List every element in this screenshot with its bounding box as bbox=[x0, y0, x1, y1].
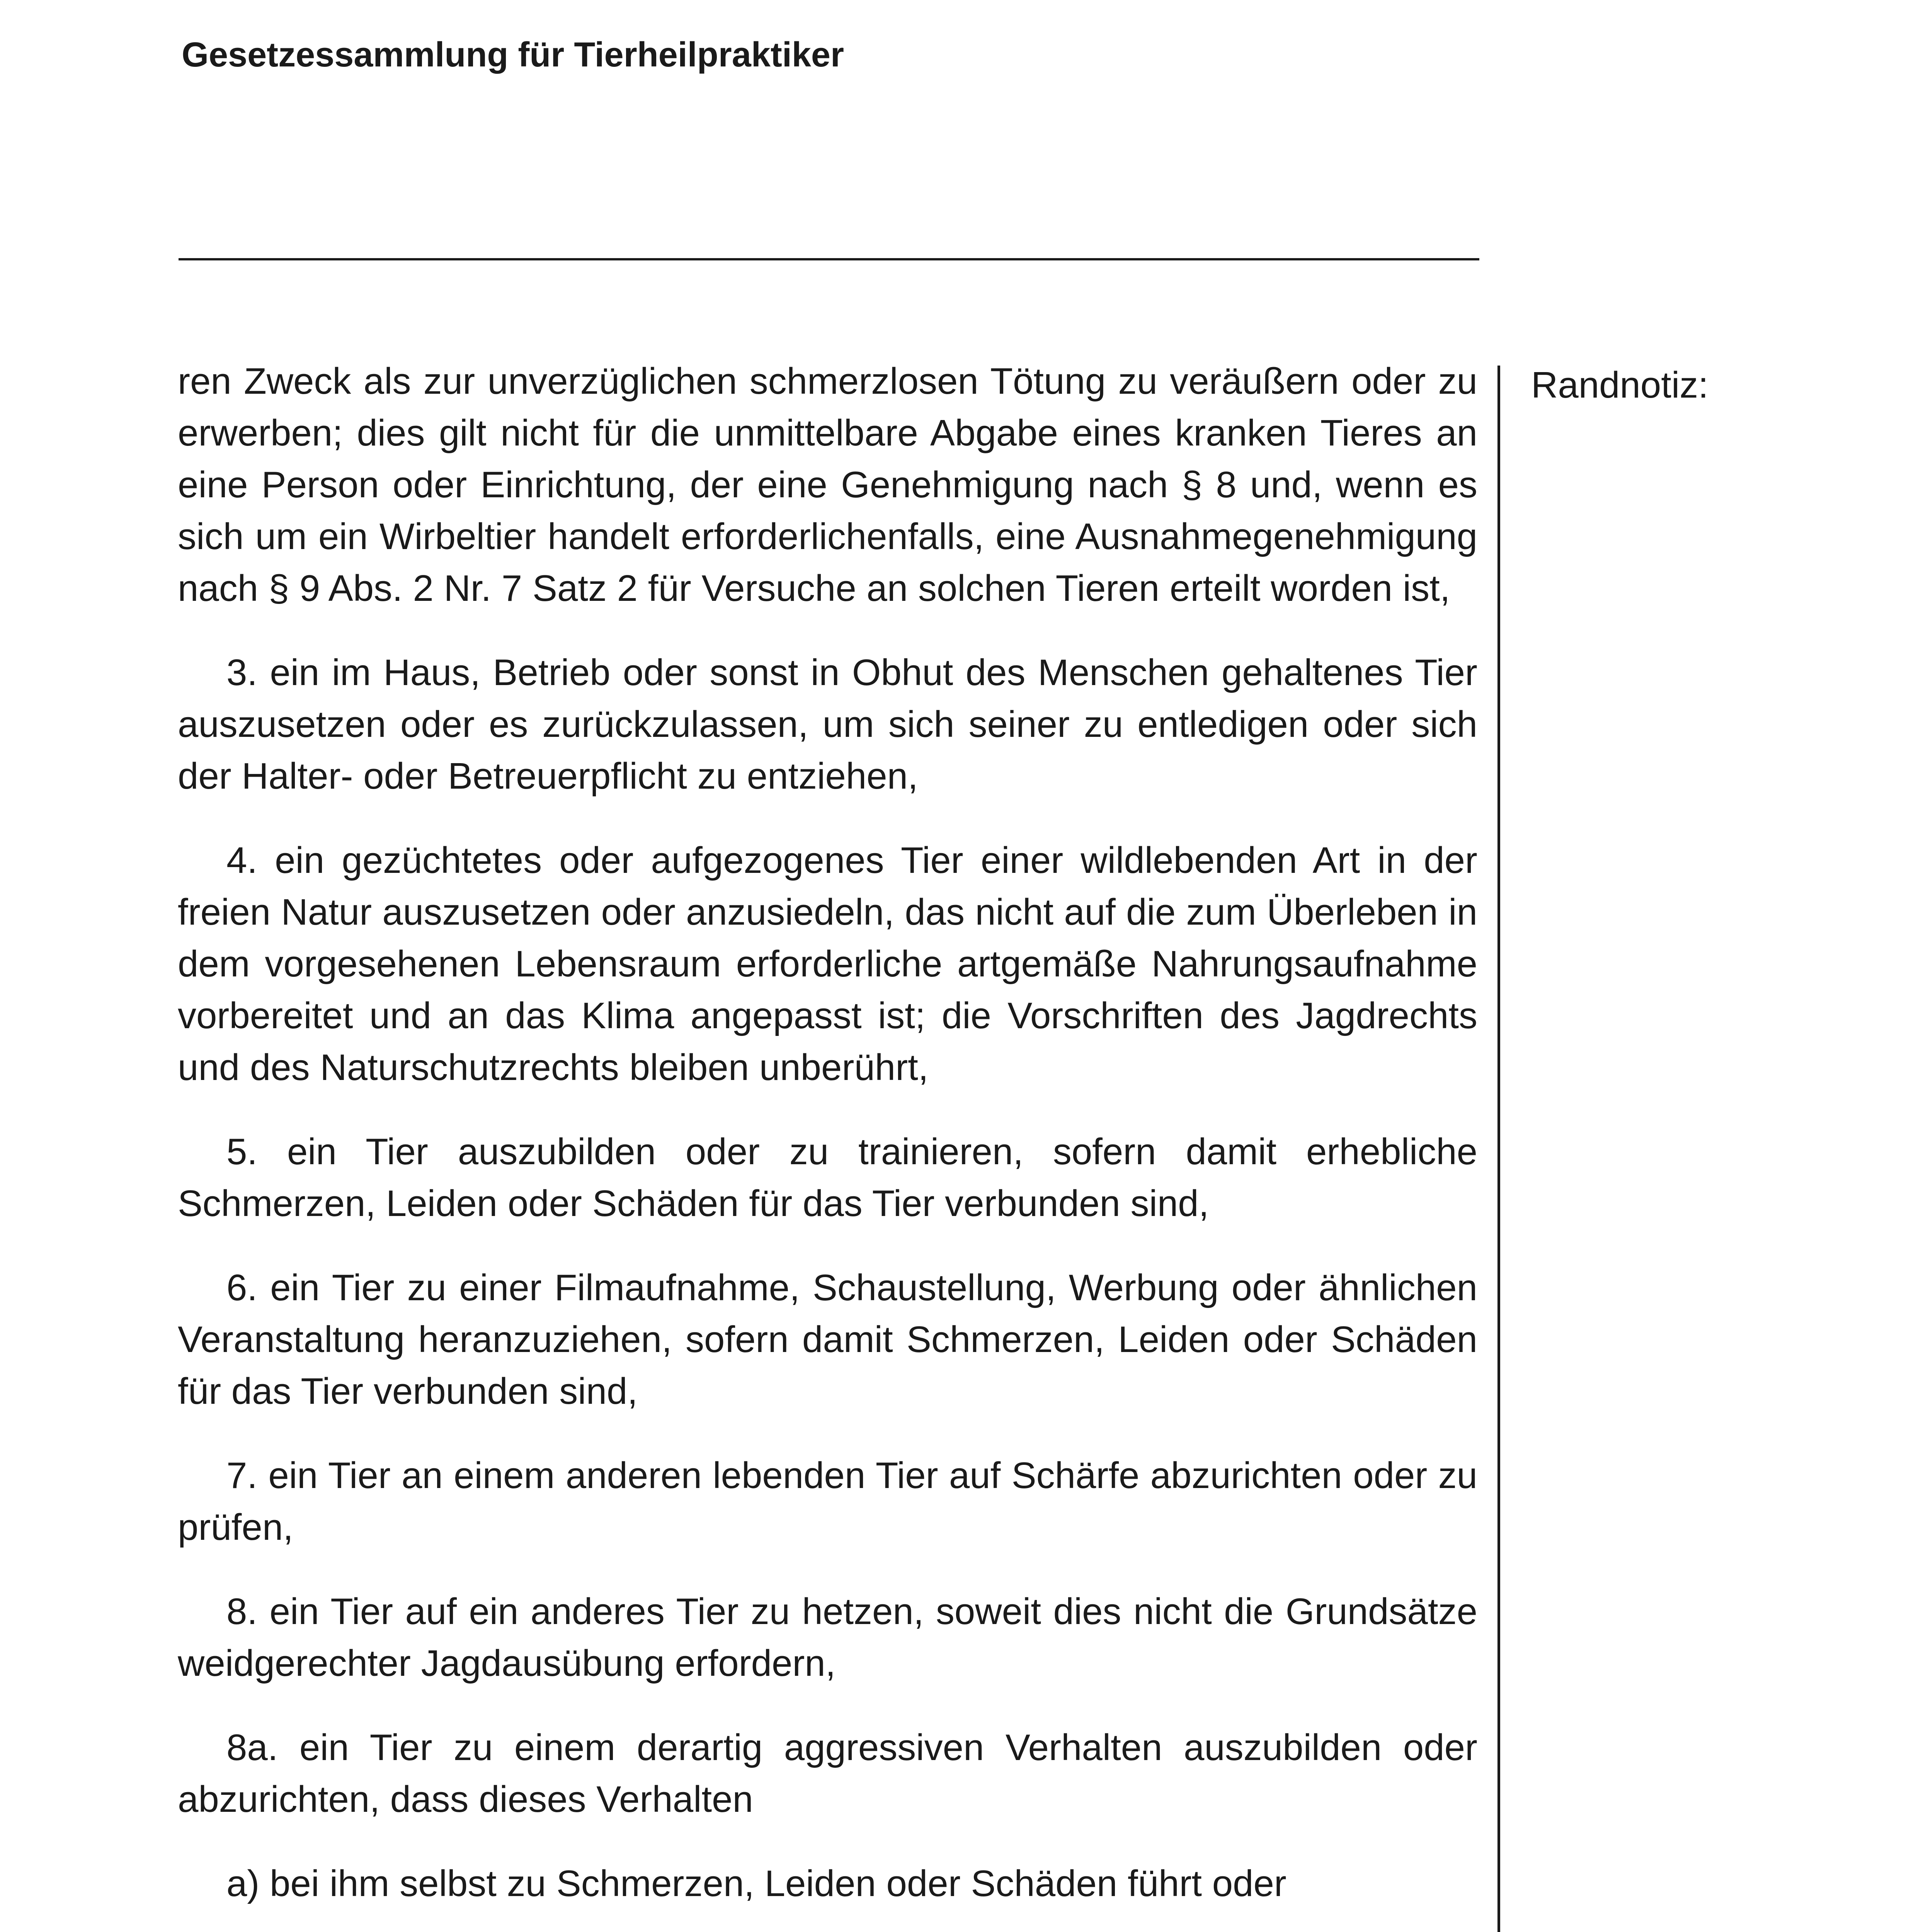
margin-note-label: Randnotiz: bbox=[1531, 364, 1708, 406]
paragraph-item-4: 4. ein gezüchtetes oder aufgezogenes Tier einer wildlebenden Art in der freien Natur auszusetzen oder anzusiedeln, das nicht auf die zum Überleben in dem vorgesehenen Lebensraum erforderliche artgemäße Nahrungsaufnahme vorbereitet und an das Klima angepasst ist; die Vorschriften des Jagdrechts und des Naturschutzrechts bleiben unberührt, bbox=[178, 840, 1477, 1088]
paragraph-continuation: ren Zweck als zur unverzüglichen schmerzlosen Tötung zu veräußern oder zu erwerben; dies gilt nicht für die unmittelbare Abgabe eines kranken Tieres an eine Person oder Einrichtung, der eine Genehmigung nach § 8 und, wenn es sich um ein Wirbeltier handelt erforderlichenfalls, eine Ausnahmegenehmigung nach § 9 Abs. 2 Nr. 7 Satz 2 für Versuche an solchen Tieren erteilt worden ist, bbox=[178, 361, 1477, 609]
paragraph-item-7: 7. ein Tier an einem anderen lebenden Tier auf Schärfe abzurichten oder zu prüfen, bbox=[178, 1455, 1477, 1548]
paragraph-item-8a: 8a. ein Tier zu einem derartig aggressiven Verhalten auszubilden oder abzurichten, dass dieses Verhalten bbox=[178, 1727, 1477, 1820]
paragraph-item-8: 8. ein Tier auf ein anderes Tier zu hetzen, soweit dies nicht die Grundsätze weidgerechter Jagdausübung erfordern, bbox=[178, 1591, 1477, 1684]
paragraph-item-6: 6. ein Tier zu einer Filmaufnahme, Schaustellung, Werbung oder ähnlichen Veranstaltung heranzuziehen, sofern damit Schmerzen, Leiden oder Schäden für das Tier verbunden sind, bbox=[178, 1267, 1477, 1412]
paragraph-item-5: 5. ein Tier auszubilden oder zu trainieren, sofern damit erhebliche Schmerzen, Leiden oder Schäden für das Tier verbunden sind, bbox=[178, 1131, 1477, 1224]
header-divider bbox=[179, 258, 1479, 260]
margin-divider bbox=[1497, 366, 1500, 1932]
law-text-body bbox=[178, 355, 1477, 1932]
page-header-title: Gesetzessammlung für Tierheilpraktiker bbox=[182, 36, 844, 74]
paragraph-item-8a-a: a) bei ihm selbst zu Schmerzen, Leiden oder Schäden führt oder bbox=[226, 1863, 1286, 1904]
paragraph-item-3: 3. ein im Haus, Betrieb oder sonst in Obhut des Menschen gehaltenes Tier auszusetzen oder es zurückzulassen, um sich seiner zu entledigen oder sich der Halter- oder Betreuerpflicht zu entziehen, bbox=[178, 652, 1477, 797]
